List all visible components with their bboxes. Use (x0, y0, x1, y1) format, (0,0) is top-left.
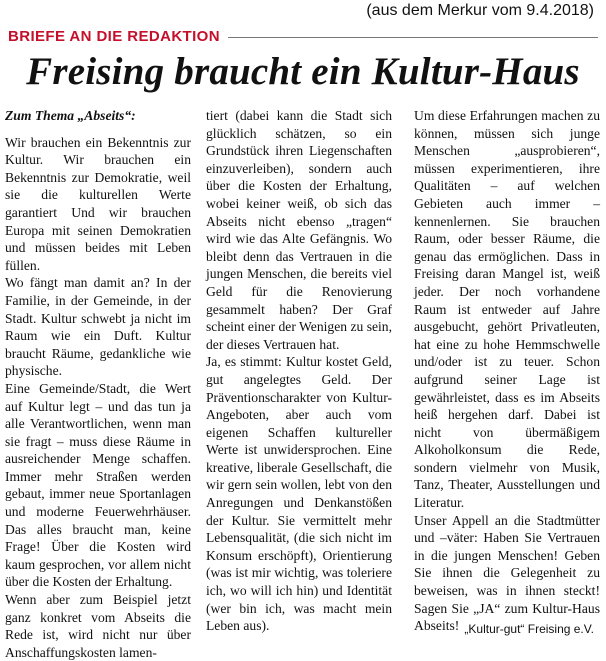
paragraph: tiert (dabei kann die Stadt sich glücklich schätzen, so ein Grundstück ihren Liegenschaften einzuverleiben), sondern auch über die Kosten der Erhaltung, wobei keiner weiß, ob sich das Abseits nicht ebenso „tragen“ wird wie das Alte Gefängnis. Wo bleibt denn das Vertrauen in die jungen Menschen, die bereits viel Geld für die Renovierung gesammelt haben? Der Graf scheint einer der Wenigen zu sein, der dieses Vertrauen hat. (206, 108, 392, 352)
headline: Freising braucht ein Kultur-Haus (26, 50, 580, 93)
source-note: (aus dem Merkur vom 9.4.2018) (366, 2, 594, 19)
paragraph: Unser Appell an die Stadtmütter und –väter: Haben Sie Vertrauen in die jungen Menschen! Geben Sie ihnen die Gelegenheit zu beweisen, was in ihnen steckt! Sagen Sie „JA“ zum Kultur-Haus Abseits! (414, 512, 600, 634)
section-header (8, 27, 598, 45)
paragraph: Um diese Erfahrungen machen zu können, müssen sich junge Menschen „ausprobieren“, müssen experimentieren, ihre Qualitäten – auf welchen Gebieten auch immer – kennenlernen. Sie brauchen Raum, oder besser Räume, die genau das ermöglichen. Dass in Freising daran Mangel ist, weiß jeder. Der noch vorhandene Raum ist entweder auf Jahre ausgebucht, gehört Privatleuten, hat eine zu hohe Hemmschwelle und/oder ist zu teuer. Schon aufgrund seiner Lage ist gewährleistet, dass es im Abseits heiß hergehen darf. Dabei ist nicht von übermäßigem Alkoholkonsum die Rede, sondern vielmehr von Musik, Tanz, Theater, Ausstellungen und Literatur. (414, 108, 600, 511)
paragraph: Wenn aber zum Beispiel jetzt ganz konkret vom Abseits die Rede ist, wird nicht nur über Anschaffungskosten lamen- (5, 592, 191, 660)
section-rule (228, 37, 598, 38)
article-column-2 (206, 107, 392, 635)
paragraph: Eine Gemeinde/Stadt, die Wert auf Kultur legt – und das tun ja alle Verantwortlichen, wenn man sie fragt – muss diese Räume in ausreichender Menge schaffen. Immer mehr Straßen werden gebaut, immer neue Sportanlagen und moderne Feuerwehrhäuser. Das alles braucht man, keine Frage! Über die Kosten wird kaum gesprochen, vor allem nicht über die Kosten der Erhaltung. (5, 380, 191, 590)
article-column-1 (5, 107, 191, 661)
paragraph: Wir brauchen ein Bekenntnis zur Kultur. Wir brauchen ein Bekenntnis zur Demokratie, weil sie die kulturellen Werte garantiert Und wir brauchen Europa mit seinen Demokratien und müssen beides mit Leben füllen. (5, 134, 191, 273)
topic-line: Zum Thema „Abseits“: (5, 108, 136, 123)
paragraph: Wo fängt man damit an? In der Familie, in der Gemeinde, in der Stadt. Kultur schwebt ja nicht im Raum wie ein Duft. Kultur braucht Räume, gedankliche wie physische. (5, 275, 191, 379)
section-label: BRIEFE AN DIE REDAKTION (8, 27, 220, 45)
paragraph: Ja, es stimmt: Kultur kostet Geld, gut angelegtes Geld. Der Präventionscharakter von Kultur-Angeboten, aber auch vom eigenen Schaffen kultureller Werte ist unwidersprochen. Eine kreative, liberale Gesellschaft, die wir gern sein wollen, lebt von den Anregungen und Denkanstößen der Kultur. Sie vermittelt mehr Lebensqualität, (die sich nicht im Konsum erschöpft), Orientierung (was ist mir wichtig, was toleriere ich, wo will ich hin) und Identität (wer bin ich, was macht mein Leben aus). (206, 354, 392, 634)
article-column-3 (414, 107, 600, 635)
signature: „Kultur-gut“ Freising e.V. (464, 622, 594, 636)
